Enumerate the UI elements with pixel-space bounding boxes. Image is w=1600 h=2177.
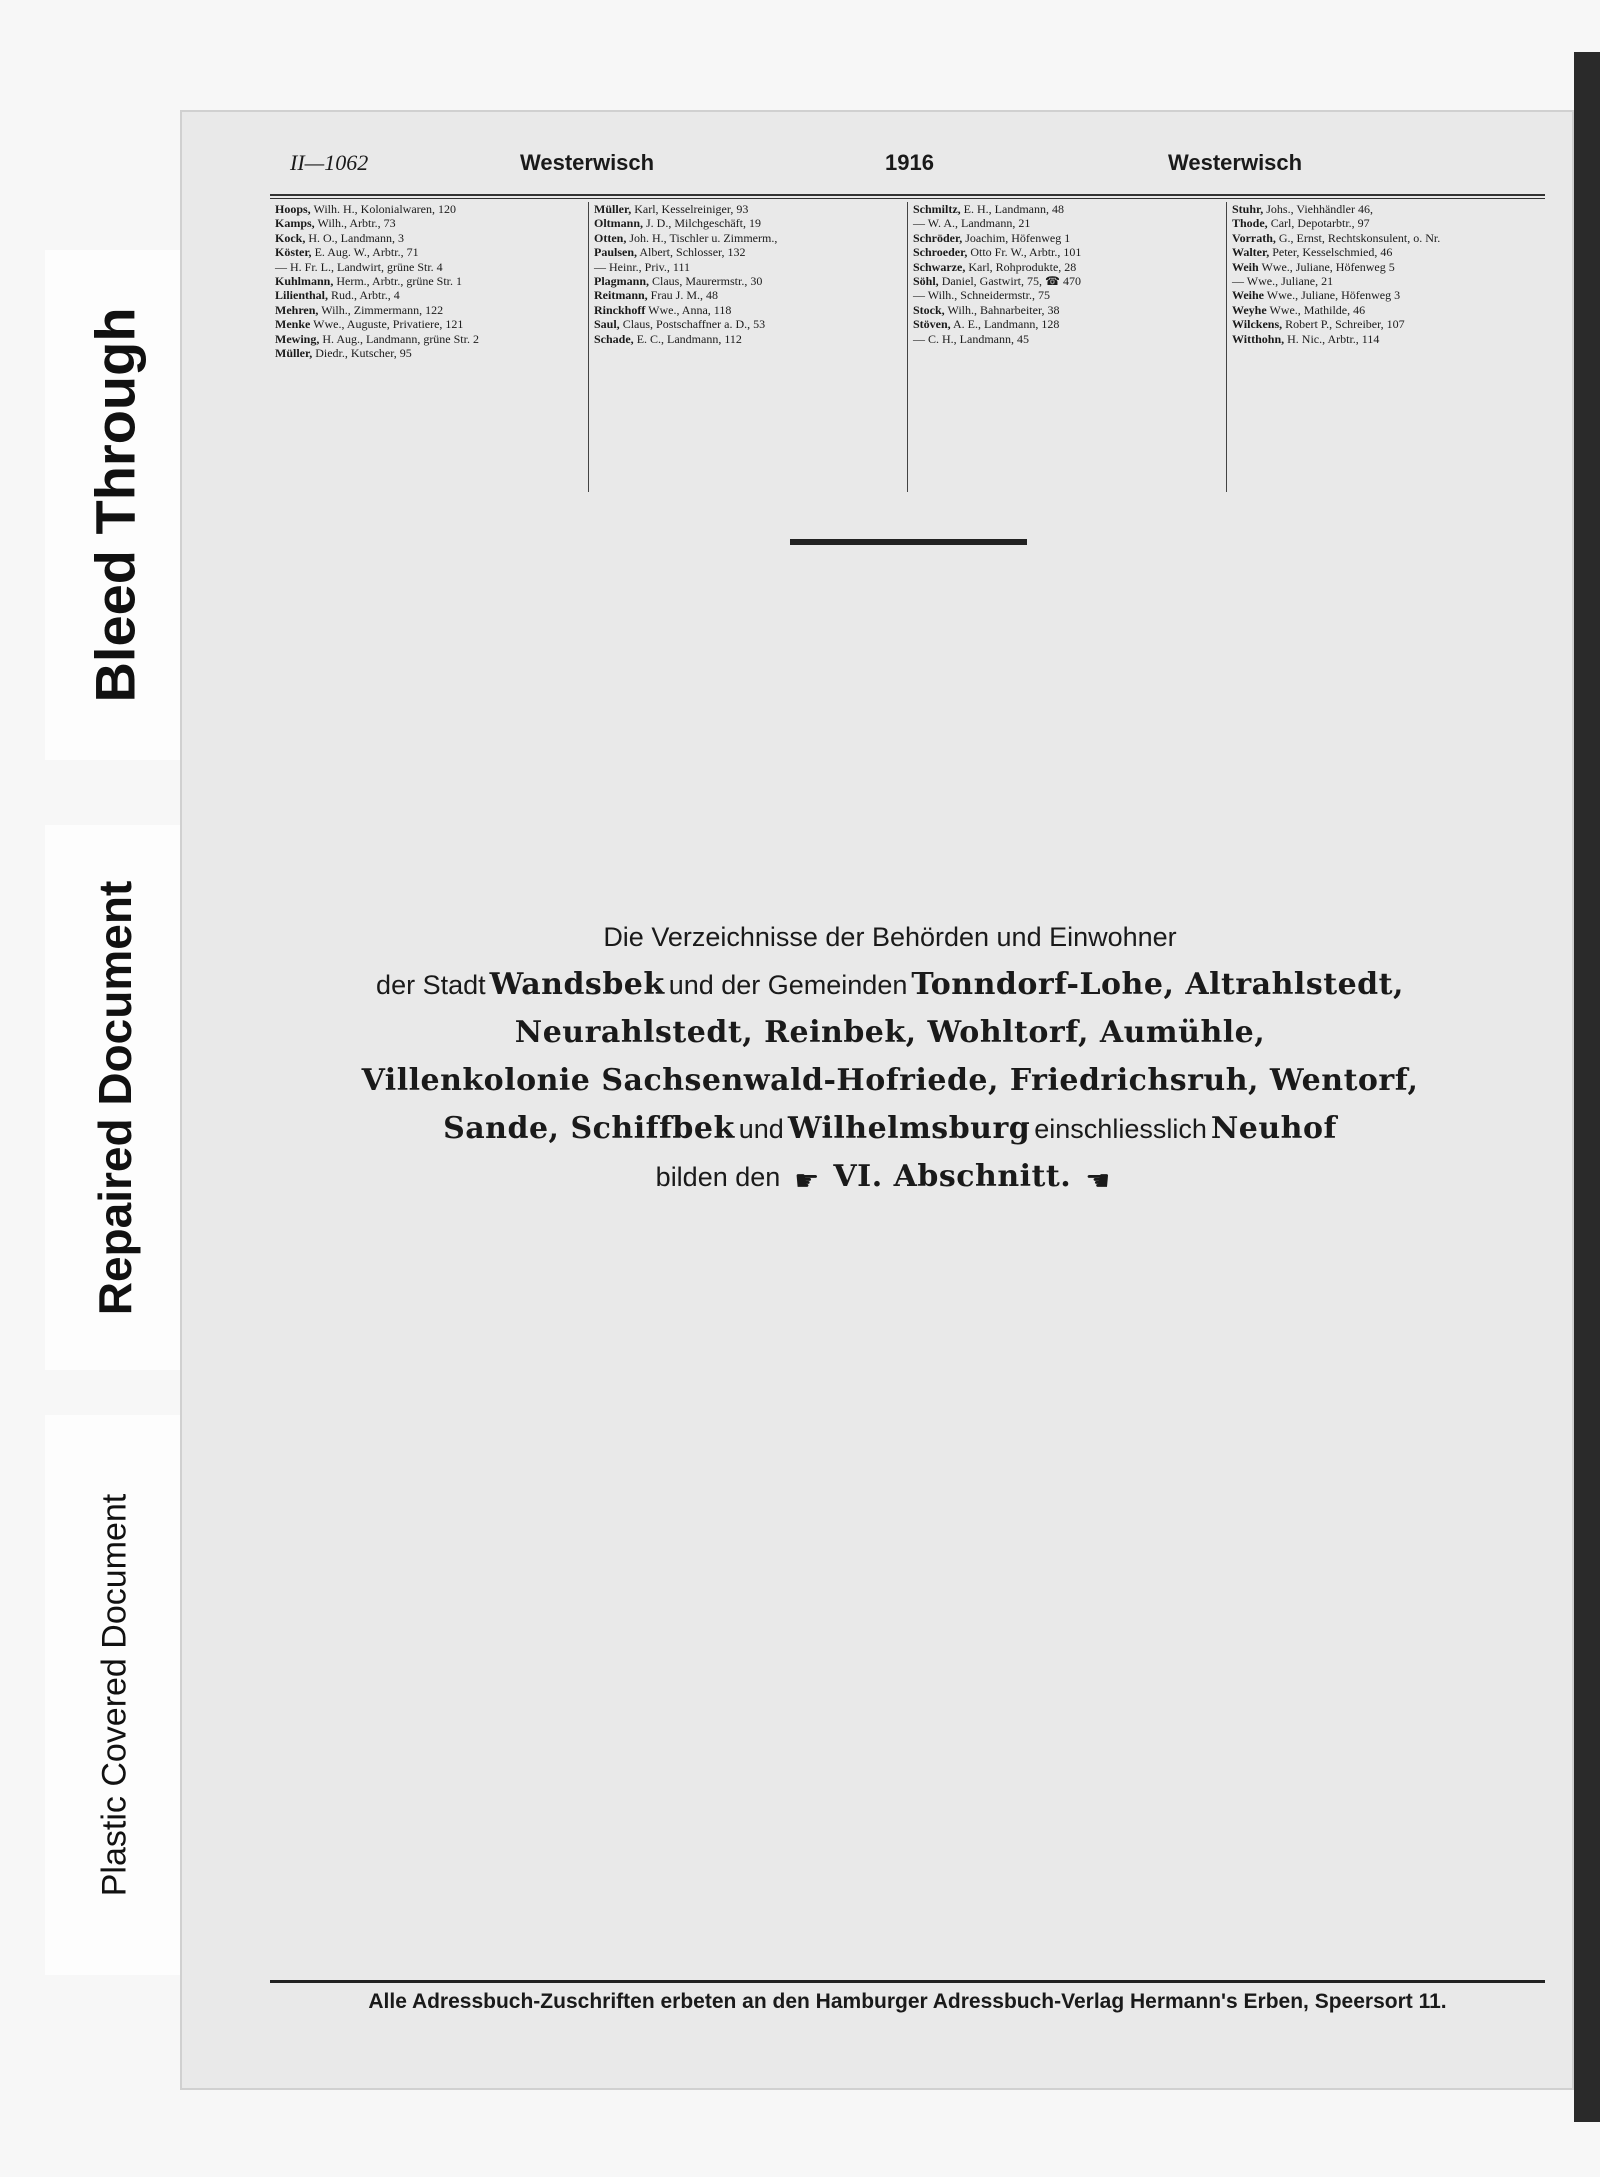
directory-entry: Mehren, Wilh., Zimmermann, 122 (275, 302, 444, 317)
directory-entry: Weyhe Wwe., Mathilde, 46 (1232, 302, 1366, 317)
directory-entry: Reitmann, Frau J. M., 48 (594, 288, 719, 303)
directory-entry: Saul, Claus, Postschaffner a. D., 53 (594, 317, 766, 332)
tab-plastic-label: Plastic Covered Document (95, 1493, 134, 1897)
pointing-hand-right-icon: ☛ (794, 1166, 820, 1198)
directory-entry: — Heinr., Priv., 111 (594, 259, 690, 274)
directory-entry: Stuhr, Johs., Viehhändler 46, (1232, 202, 1373, 216)
directory-entry: Lilienthal, Rud., Arbtr., 4 (275, 288, 400, 303)
directory-column (588, 202, 907, 492)
directory-entry: — C. H., Landmann, 45 (913, 331, 1029, 346)
directory-entry: Schmiltz, E. H., Landmann, 48 (913, 202, 1064, 216)
tab-bleed-through (45, 250, 185, 760)
tab-repaired-label: Repaired Document (89, 880, 141, 1315)
directory-entry: Söhl, Daniel, Gastwirt, 75, ☎ 470 (913, 274, 1081, 289)
directory-entry: Schwarze, Karl, Rohprodukte, 28 (913, 259, 1077, 274)
tab-bleed-through-label: Bleed Through (83, 307, 147, 703)
notice-line-3: Neurahlstedt, Reinbek, Wohltorf, Aumühle, (514, 1015, 1266, 1050)
section-notice (240, 913, 1540, 1201)
notice-line-5: Sande, Schiffbek und Wilhelmsburg einschliesslich Neuhof (443, 1111, 1337, 1146)
directory-column (270, 202, 588, 492)
header-year: 1916 (885, 150, 934, 175)
directory-entry: Vorrath, G., Ernst, Rechtskonsulent, o. Nr. (1232, 230, 1441, 245)
directory-entry: Weih Wwe., Juliane, Höfenweg 5 (1232, 259, 1395, 274)
notice-line-2: der Stadt Wandsbek und der Gemeinden Tonndorf-Lohe, Altrahlstedt, (376, 967, 1404, 1002)
directory-entry: Schade, E. C., Landmann, 112 (594, 331, 742, 346)
document-page (180, 110, 1574, 2090)
directory-entry: Witthohn, H. Nic., Arbtr., 114 (1232, 331, 1380, 346)
section-separator (790, 539, 1027, 545)
tab-repaired-document (45, 825, 185, 1370)
publisher-footer: Alle Adressbuch-Zuschriften erbeten an den Hamburger Adressbuch-Verlag Hermann's Erben, Speersort 11. (368, 1990, 1447, 2013)
directory-entry: Kuhlmann, Herm., Arbtr., grüne Str. 1 (275, 274, 463, 289)
directory-column (1226, 202, 1545, 492)
directory-entry: — H. Fr. L., Landwirt, grüne Str. 4 (275, 259, 443, 274)
directory-column (907, 202, 1226, 492)
directory-entry: Schröder, Joachim, Höfenweg 1 (913, 230, 1071, 245)
directory-entry: Thode, Carl, Depotarbtr., 97 (1232, 216, 1370, 231)
header-street-left: Westerwisch (520, 150, 655, 175)
tab-plastic-covered (45, 1415, 185, 1975)
directory-entry: Plagmann, Claus, Maurermstr., 30 (594, 274, 763, 289)
directory-entry: Stock, Wilh., Bahnarbeiter, 38 (913, 302, 1060, 317)
directory-entry: Kamps, Wilh., Arbtr., 73 (275, 216, 396, 231)
page-reference: II—1062 (290, 150, 369, 175)
directory-entry: — Wwe., Juliane, 21 (1232, 274, 1334, 289)
directory-entry: Menke Wwe., Auguste, Privatiere, 121 (275, 317, 464, 332)
header-rule-thin (270, 198, 1545, 199)
pointing-hand-left-icon: ☚ (1085, 1166, 1111, 1198)
directory-entry: Mewing, H. Aug., Landmann, grüne Str. 2 (275, 331, 479, 346)
footer-rule (270, 1980, 1545, 1983)
directory-entry: Stöven, A. E., Landmann, 128 (913, 317, 1060, 332)
directory-entry: Paulsen, Albert, Schlosser, 132 (594, 245, 746, 260)
directory-entry: Oltmann, J. D., Milchgeschäft, 19 (594, 216, 761, 231)
directory-entry: Rinckhoff Wwe., Anna, 118 (594, 302, 732, 317)
directory-entry: Köster, E. Aug. W., Arbtr., 71 (275, 245, 419, 260)
directory-entry: — W. A., Landmann, 21 (913, 216, 1031, 231)
directory-entry: Weihe Wwe., Juliane, Höfenweg 3 (1232, 288, 1401, 303)
directory-entry: Müller, Karl, Kesselreiniger, 93 (594, 202, 749, 216)
directory-entry: Walter, Peter, Kesselschmied, 46 (1232, 245, 1393, 260)
directory-entry: Hoops, Wilh. H., Kolonialwaren, 120 (275, 202, 456, 216)
notice-line-1: Die Verzeichnisse der Behörden und Einwohner (603, 922, 1177, 952)
directory-entry: Wilckens, Robert P., Schreiber, 107 (1232, 317, 1405, 332)
header-street-right: Westerwisch (1168, 150, 1303, 175)
directory-entry: — Wilh., Schneidermstr., 75 (913, 288, 1050, 303)
scan-edge (1574, 52, 1600, 2122)
notice-line-4: Villenkolonie Sachsenwald-Hofriede, Friedrichsruh, Wentorf, (361, 1063, 1419, 1098)
header-rule (270, 194, 1545, 196)
directory-entry: Kock, H. O., Landmann, 3 (275, 230, 404, 245)
directory-entry: Müller, Diedr., Kutscher, 95 (275, 346, 412, 361)
directory-listing (270, 202, 1545, 492)
directory-entry: Otten, Joh. H., Tischler u. Zimmerm., (594, 230, 778, 245)
notice-line-6: bilden den ☛ VI. Abschnitt. ☚ (240, 1153, 1540, 1201)
directory-entry: Schroeder, Otto Fr. W., Arbtr., 101 (913, 245, 1082, 260)
